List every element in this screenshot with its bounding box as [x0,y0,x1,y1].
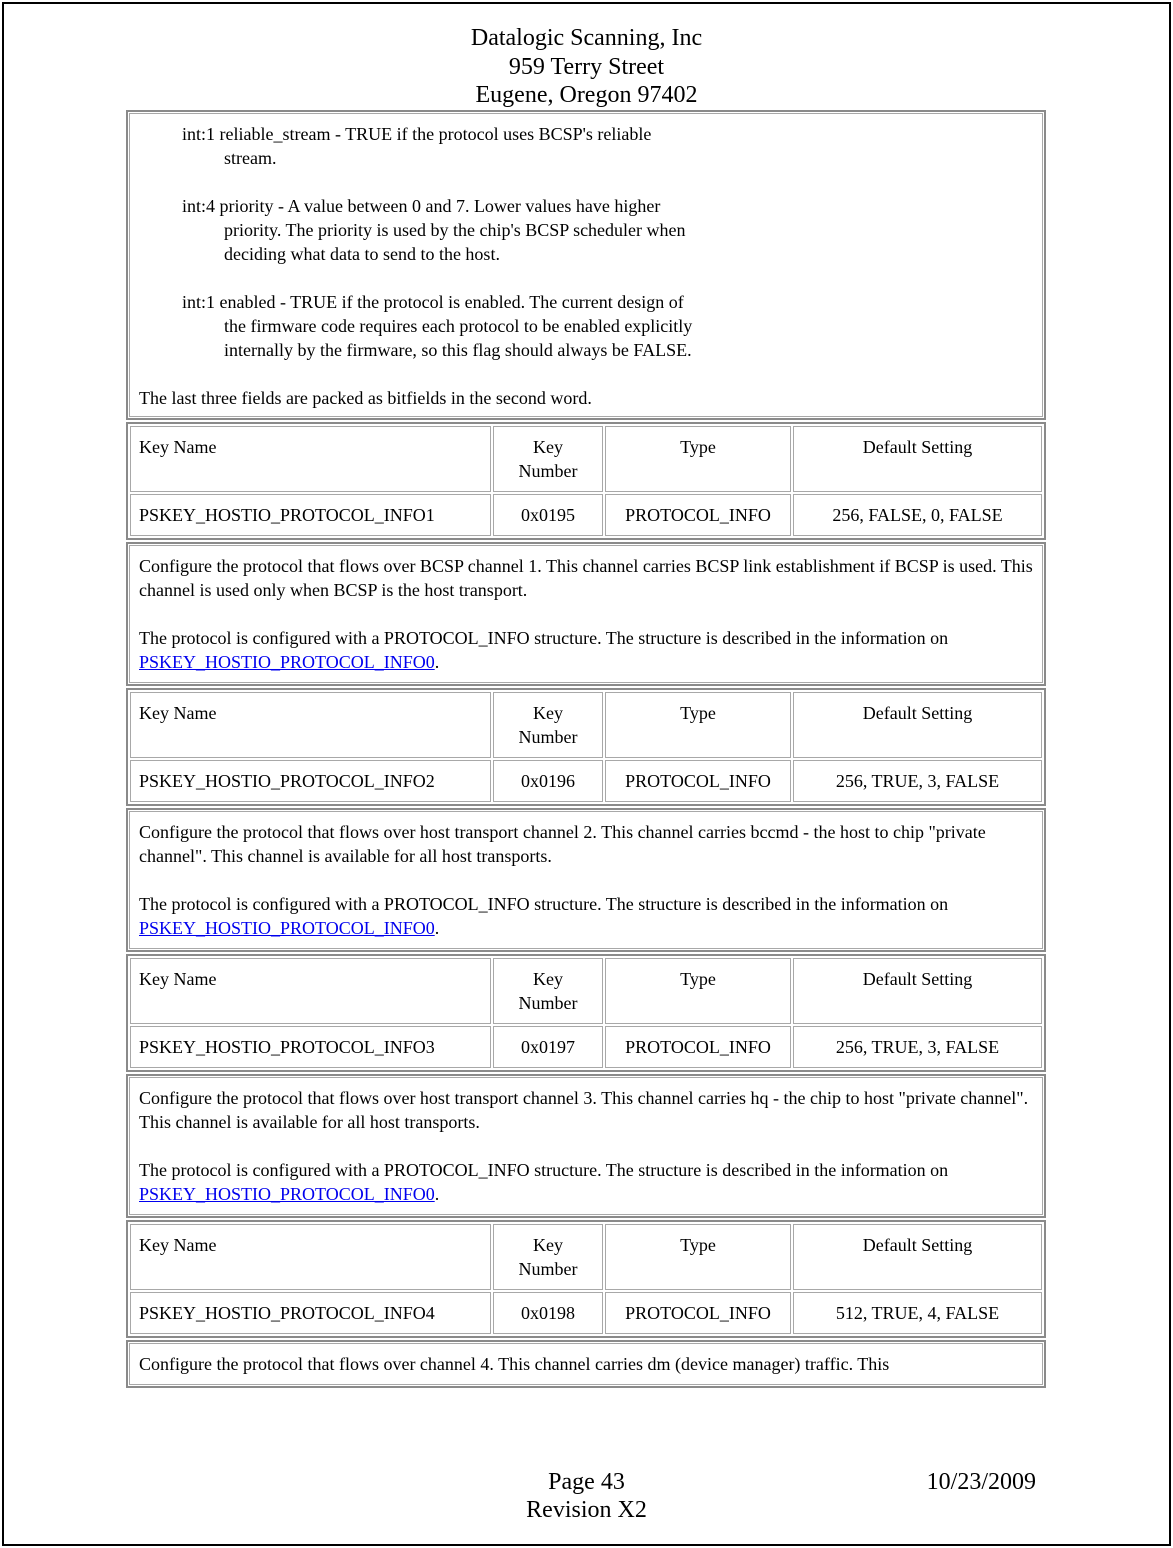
protocol-info0-link[interactable]: PSKEY_HOSTIO_PROTOCOL_INFO0 [139,918,435,938]
key-number: 0x0198 [493,1292,603,1334]
col-key-number: Key Number [493,426,603,492]
field-reliable-stream: int:1 reliable_stream - TRUE if the protocol uses BCSP's reliable stream. [182,124,652,168]
company-street: 959 Terry Street [508,53,665,80]
col-key-name: Key Name [130,1224,491,1290]
key-type: PROTOCOL_INFO [605,1026,791,1068]
table-row [130,760,1042,802]
key-type: PROTOCOL_INFO [605,1292,791,1334]
description-structure [139,626,1033,674]
key-table-info1 [126,422,1046,540]
description-text: Configure the protocol that flows over host transport channel 2. This channel carries bccmd - the host to chip "private channel". This channel is available for all host transports. [139,822,986,866]
col-key-name: Key Name [130,692,491,758]
key-description-info2 [126,808,1046,952]
table-header-row [130,1224,1042,1290]
col-key-number: Key Number [493,958,603,1024]
col-key-number: Key Number [493,692,603,758]
col-default-setting: Default Setting [793,958,1042,1024]
key-default: 256, TRUE, 3, FALSE [793,760,1042,802]
table-header-row [130,958,1042,1024]
col-key-number: Key Number [493,1224,603,1290]
col-key-name: Key Name [130,958,491,1024]
footer-date: 10/23/2009 [926,1469,1036,1495]
key-name: PSKEY_HOSTIO_PROTOCOL_INFO3 [130,1026,491,1068]
key-table-info2 [126,688,1046,806]
table-header-row [130,426,1042,492]
description-structure-text: The protocol is configured with a PROTOCOL_INFO structure. The structure is described in the information on [139,894,949,914]
col-key-name: Key Name [130,426,491,492]
description-structure-text: The protocol is configured with a PROTOCOL_INFO structure. The structure is described in the information on [139,1160,949,1180]
description-structure [139,1158,1033,1206]
description-structure-text: The protocol is configured with a PROTOCOL_INFO structure. The structure is described in the information on [139,628,949,648]
description-text: Configure the protocol that flows over BCSP channel 1. This channel carries BCSP link establishment if BCSP is used. This channel is used only when BCSP is the host transport. [139,556,1033,600]
key-number: 0x0196 [493,760,603,802]
key-table-info4 [126,1220,1046,1338]
col-default-setting: Default Setting [793,692,1042,758]
col-type: Type [605,958,791,1024]
document-header [0,24,1173,110]
description-period: . [434,652,440,672]
description-text: Configure the protocol that flows over host transport channel 3. This channel carries hq - the chip to host "private channel". This channel is available for all host transports. [139,1088,1029,1132]
key-name: PSKEY_HOSTIO_PROTOCOL_INFO2 [130,760,491,802]
field-priority: int:4 priority - A value between 0 and 7. Lower values have higher priority. The priority is used by the chip's BCSP scheduler when deciding what data to send to the host. [182,196,686,264]
key-table-info3 [126,954,1046,1072]
document-footer [0,1468,1173,1524]
key-description-info1 [126,542,1046,686]
col-type: Type [605,692,791,758]
document-body [126,110,1046,1388]
key-number: 0x0195 [493,494,603,536]
col-type: Type [605,1224,791,1290]
protocol-info0-link[interactable]: PSKEY_HOSTIO_PROTOCOL_INFO0 [139,1184,435,1204]
company-name: Datalogic Scanning, Inc [470,25,703,51]
key-default: 256, TRUE, 3, FALSE [793,1026,1042,1068]
key-default: 256, FALSE, 0, FALSE [793,494,1042,536]
key-default: 512, TRUE, 4, FALSE [793,1292,1042,1334]
field-enabled: int:1 enabled - TRUE if the protocol is enabled. The current design of the firmware code requires each protocol to be enabled explicitly internally by the firmware, so this flag should always be FALSE. [182,292,693,360]
table-row [130,1026,1042,1068]
col-default-setting: Default Setting [793,426,1042,492]
bitfields-note: The last three fields are packed as bitfields in the second word. [139,388,592,408]
key-name: PSKEY_HOSTIO_PROTOCOL_INFO1 [130,494,491,536]
key-type: PROTOCOL_INFO [605,494,791,536]
revision: Revision X2 [526,1497,647,1523]
protocol-info-fields-box [126,110,1046,420]
col-default-setting: Default Setting [793,1224,1042,1290]
company-city: Eugene, Oregon 97402 [475,82,698,108]
key-name: PSKEY_HOSTIO_PROTOCOL_INFO4 [130,1292,491,1334]
key-description-info4 [126,1340,1046,1388]
key-type: PROTOCOL_INFO [605,760,791,802]
protocol-info0-link[interactable]: PSKEY_HOSTIO_PROTOCOL_INFO0 [139,652,435,672]
table-header-row [130,692,1042,758]
key-description-info3 [126,1074,1046,1218]
description-text: Configure the protocol that flows over channel 4. This channel carries dm (device manager) traffic. This [139,1354,890,1374]
description-structure [139,892,1033,940]
col-type: Type [605,426,791,492]
description-period: . [434,1184,440,1204]
key-number: 0x0197 [493,1026,603,1068]
description-period: . [434,918,440,938]
table-row [130,494,1042,536]
table-row [130,1292,1042,1334]
page-number: Page 43 [548,1469,625,1495]
